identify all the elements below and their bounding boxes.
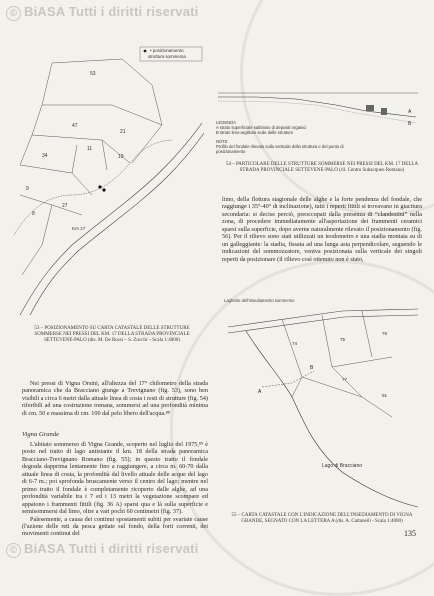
section-title: Vigna Grande bbox=[22, 431, 60, 438]
parcel-label: 34 bbox=[42, 153, 48, 159]
parcel-line bbox=[20, 165, 92, 195]
figure-55-caption: 55 – CARTA CATASTALE CON L'INDICAZIONE DELL'INSEDIAMENTO DI VIGNA GRANDE, SEGNATO CON LA LETTERA A (dis. A. Cattaneili - Scala 1:4000) bbox=[231, 513, 413, 525]
km-label: Km 17 bbox=[72, 226, 86, 231]
legend-line-2: struttura sommersa bbox=[148, 54, 186, 59]
settlement-boundary bbox=[262, 371, 314, 387]
figure-54-caption: 54 – PARTICOLARE DELLE STRUTTURE SOMMERSE NEI PRESSI DEL KM. 17 DELLA STRADA PROVINCIALE SETTEVENE-PALO (ril. Centro Subacqueo Romano) bbox=[225, 162, 419, 174]
parcel-label: 91 bbox=[382, 393, 388, 398]
structure-marker bbox=[102, 188, 105, 191]
paragraph: limo, della flottura stagionale delle alghe e la forte pendenza del fondale, che raggiunge i 35°-40° di inclinazione), tutti i reperti fittili si trovavano in giacitura secondaria: si decise perciò, preoccupati dalla presenza di “clandestini” nella zona, di procedere immediatamente all'asportazione dei frammenti ceramici sparsi sulla superficie, dopo averne naturalmente rilevato il posizionamento (fig. 56). Per il rilievo sono stati utilizzati un teodometro e una stadia montata su di un galleggiante: la stadia, fissata ad una lunga asta perpendicolare, seguendo le indicazioni del sommozzatore, veniva posizionata sulla verticale dei singoli reperti da posizionare (il rilievo così ottenuto non è stato, bbox=[222, 196, 422, 263]
right-column-text bbox=[222, 196, 422, 263]
label-a: A bbox=[408, 109, 412, 115]
legend-title: LEGENDA bbox=[216, 120, 237, 125]
legend-item-b: B strato limo-argilloso sede delle strutture bbox=[216, 130, 294, 136]
parcel-line bbox=[42, 105, 162, 125]
structure-block bbox=[366, 105, 374, 111]
structure-block bbox=[381, 108, 387, 115]
cadastral-map-53 bbox=[12, 45, 204, 323]
watermark-bottom: © BiASA Tutti i diritti riservati bbox=[6, 541, 199, 558]
parcel-label: 53 bbox=[90, 71, 96, 77]
parcel-label: 11 bbox=[87, 146, 93, 152]
parcel-label: 27 bbox=[62, 203, 68, 209]
parcel-label: 75 bbox=[340, 337, 346, 342]
left-column-text bbox=[22, 380, 208, 417]
shoreline bbox=[246, 331, 418, 507]
parcel-line bbox=[20, 195, 52, 275]
copyright-icon: © bbox=[6, 543, 21, 558]
paragraph: Nei pressi di Vigna Orsini, all'altezza del 17° chilometro della strada panoramica che da Bracciano giunge a Trevignano (fig. 53), sono ben visibili a circa 6 metri dalla attuale linea di costa i resti di strutture (fig. 54) riferibili ad una costruzione romana, sommersi ad una profondità minima di cm. 50 e massima di cm. 100 dal pelo libero dell'acqua.⁸⁸ bbox=[22, 380, 208, 417]
parcel-line bbox=[322, 315, 392, 367]
legend-line-1: • posizionamento bbox=[150, 48, 184, 53]
structure-marker bbox=[98, 185, 101, 188]
parcel-label: 76 bbox=[382, 331, 388, 336]
page-number: 135 bbox=[404, 529, 416, 538]
label-b: B bbox=[310, 365, 314, 371]
parcel-line bbox=[52, 59, 162, 163]
figure-53-map bbox=[12, 45, 204, 323]
parcel-line bbox=[362, 311, 372, 357]
paragraph: Palesemente, a causa dei continui spostamenti subiti per svariate cause (l'azione delle reti da pesca gettate sul fondo, della forti correnti, dei movimenti continui del bbox=[22, 515, 208, 538]
parcel-label: 77 bbox=[342, 377, 348, 382]
figure-53-caption: 53 – POSIZIONAMENTO SU CARTA CATASTALE DELLE STRUTTURE SOMMERSE NEI PRESSI DEL KM. 17 DELLA STRADA PROVINCIALE SETTEVENE-PALO (dis. M. De Rossi – S. Zucchi – Scala 1:4000) bbox=[34, 326, 190, 344]
shoreline bbox=[14, 140, 172, 235]
legend-item-a: A strato superficiale sabbioso di depositi organici bbox=[216, 125, 307, 131]
road-line bbox=[228, 309, 418, 327]
figure-54-legend bbox=[216, 120, 366, 154]
label-b: B bbox=[408, 121, 412, 127]
copyright-icon: © bbox=[6, 6, 21, 21]
cadastral-map-55 bbox=[222, 297, 420, 510]
parcel-label: 47 bbox=[72, 123, 78, 129]
label-a: A bbox=[258, 389, 262, 395]
note-title: NOTE bbox=[216, 138, 228, 144]
parcel-label: 21 bbox=[120, 129, 126, 135]
road-line bbox=[228, 315, 418, 333]
figure-55-map bbox=[222, 297, 420, 510]
paragraph: L'abitato sommerso di Vigna Grande, scoperto nel luglio del 1975,⁸⁹ è posto nel tratto di lago antistante il km. 18 della strada panoramica Bracciano-Trevignano Romano (fig. 55); in questo tratto il fondale degrada dapprima lentamente fino a raggiungere, a circa m. 60-70 dalla attuale linea di costa, la profondità dal livello attuale delle acque del lago di 6-7 m.; poi sprofonda bruscamente verso il centro del lago; mentre nel primo tratto il fondale è completamente ricoperto dalle alghe, ad una profondità variabile tra i 7 ed i 13 metri la vegetazione scompare ed appaiono i frammenti fittili (fig. 36 A) sparsi qua e là sulla superficie e semisommersi dal limo, oltre a vari pochi 60 centimetri (fig. 37). bbox=[22, 441, 208, 516]
road-edge bbox=[30, 133, 204, 315]
parcel-label: 8 bbox=[32, 211, 35, 217]
parcel-line bbox=[332, 367, 392, 417]
parcel-line bbox=[72, 145, 77, 173]
lake-label: Lago di Bracciano bbox=[322, 463, 363, 469]
parcel-line bbox=[102, 140, 107, 170]
marker-dot bbox=[144, 50, 147, 53]
parcel-label: 74 bbox=[292, 341, 298, 346]
watermark-top: © BiASA Tutti i diritti riservati bbox=[6, 4, 199, 21]
note-text: Profilo del fondale rilevato sulla verticale della struttura e del punto di posizionamento bbox=[216, 143, 344, 155]
figure-55-title: Laghetto dell'insediamento sommerso bbox=[224, 298, 295, 303]
parcel-label: 19 bbox=[118, 154, 124, 160]
parcel-line bbox=[20, 63, 52, 165]
parcel-label: 9 bbox=[26, 186, 29, 192]
left-column-text-2 bbox=[22, 441, 208, 538]
